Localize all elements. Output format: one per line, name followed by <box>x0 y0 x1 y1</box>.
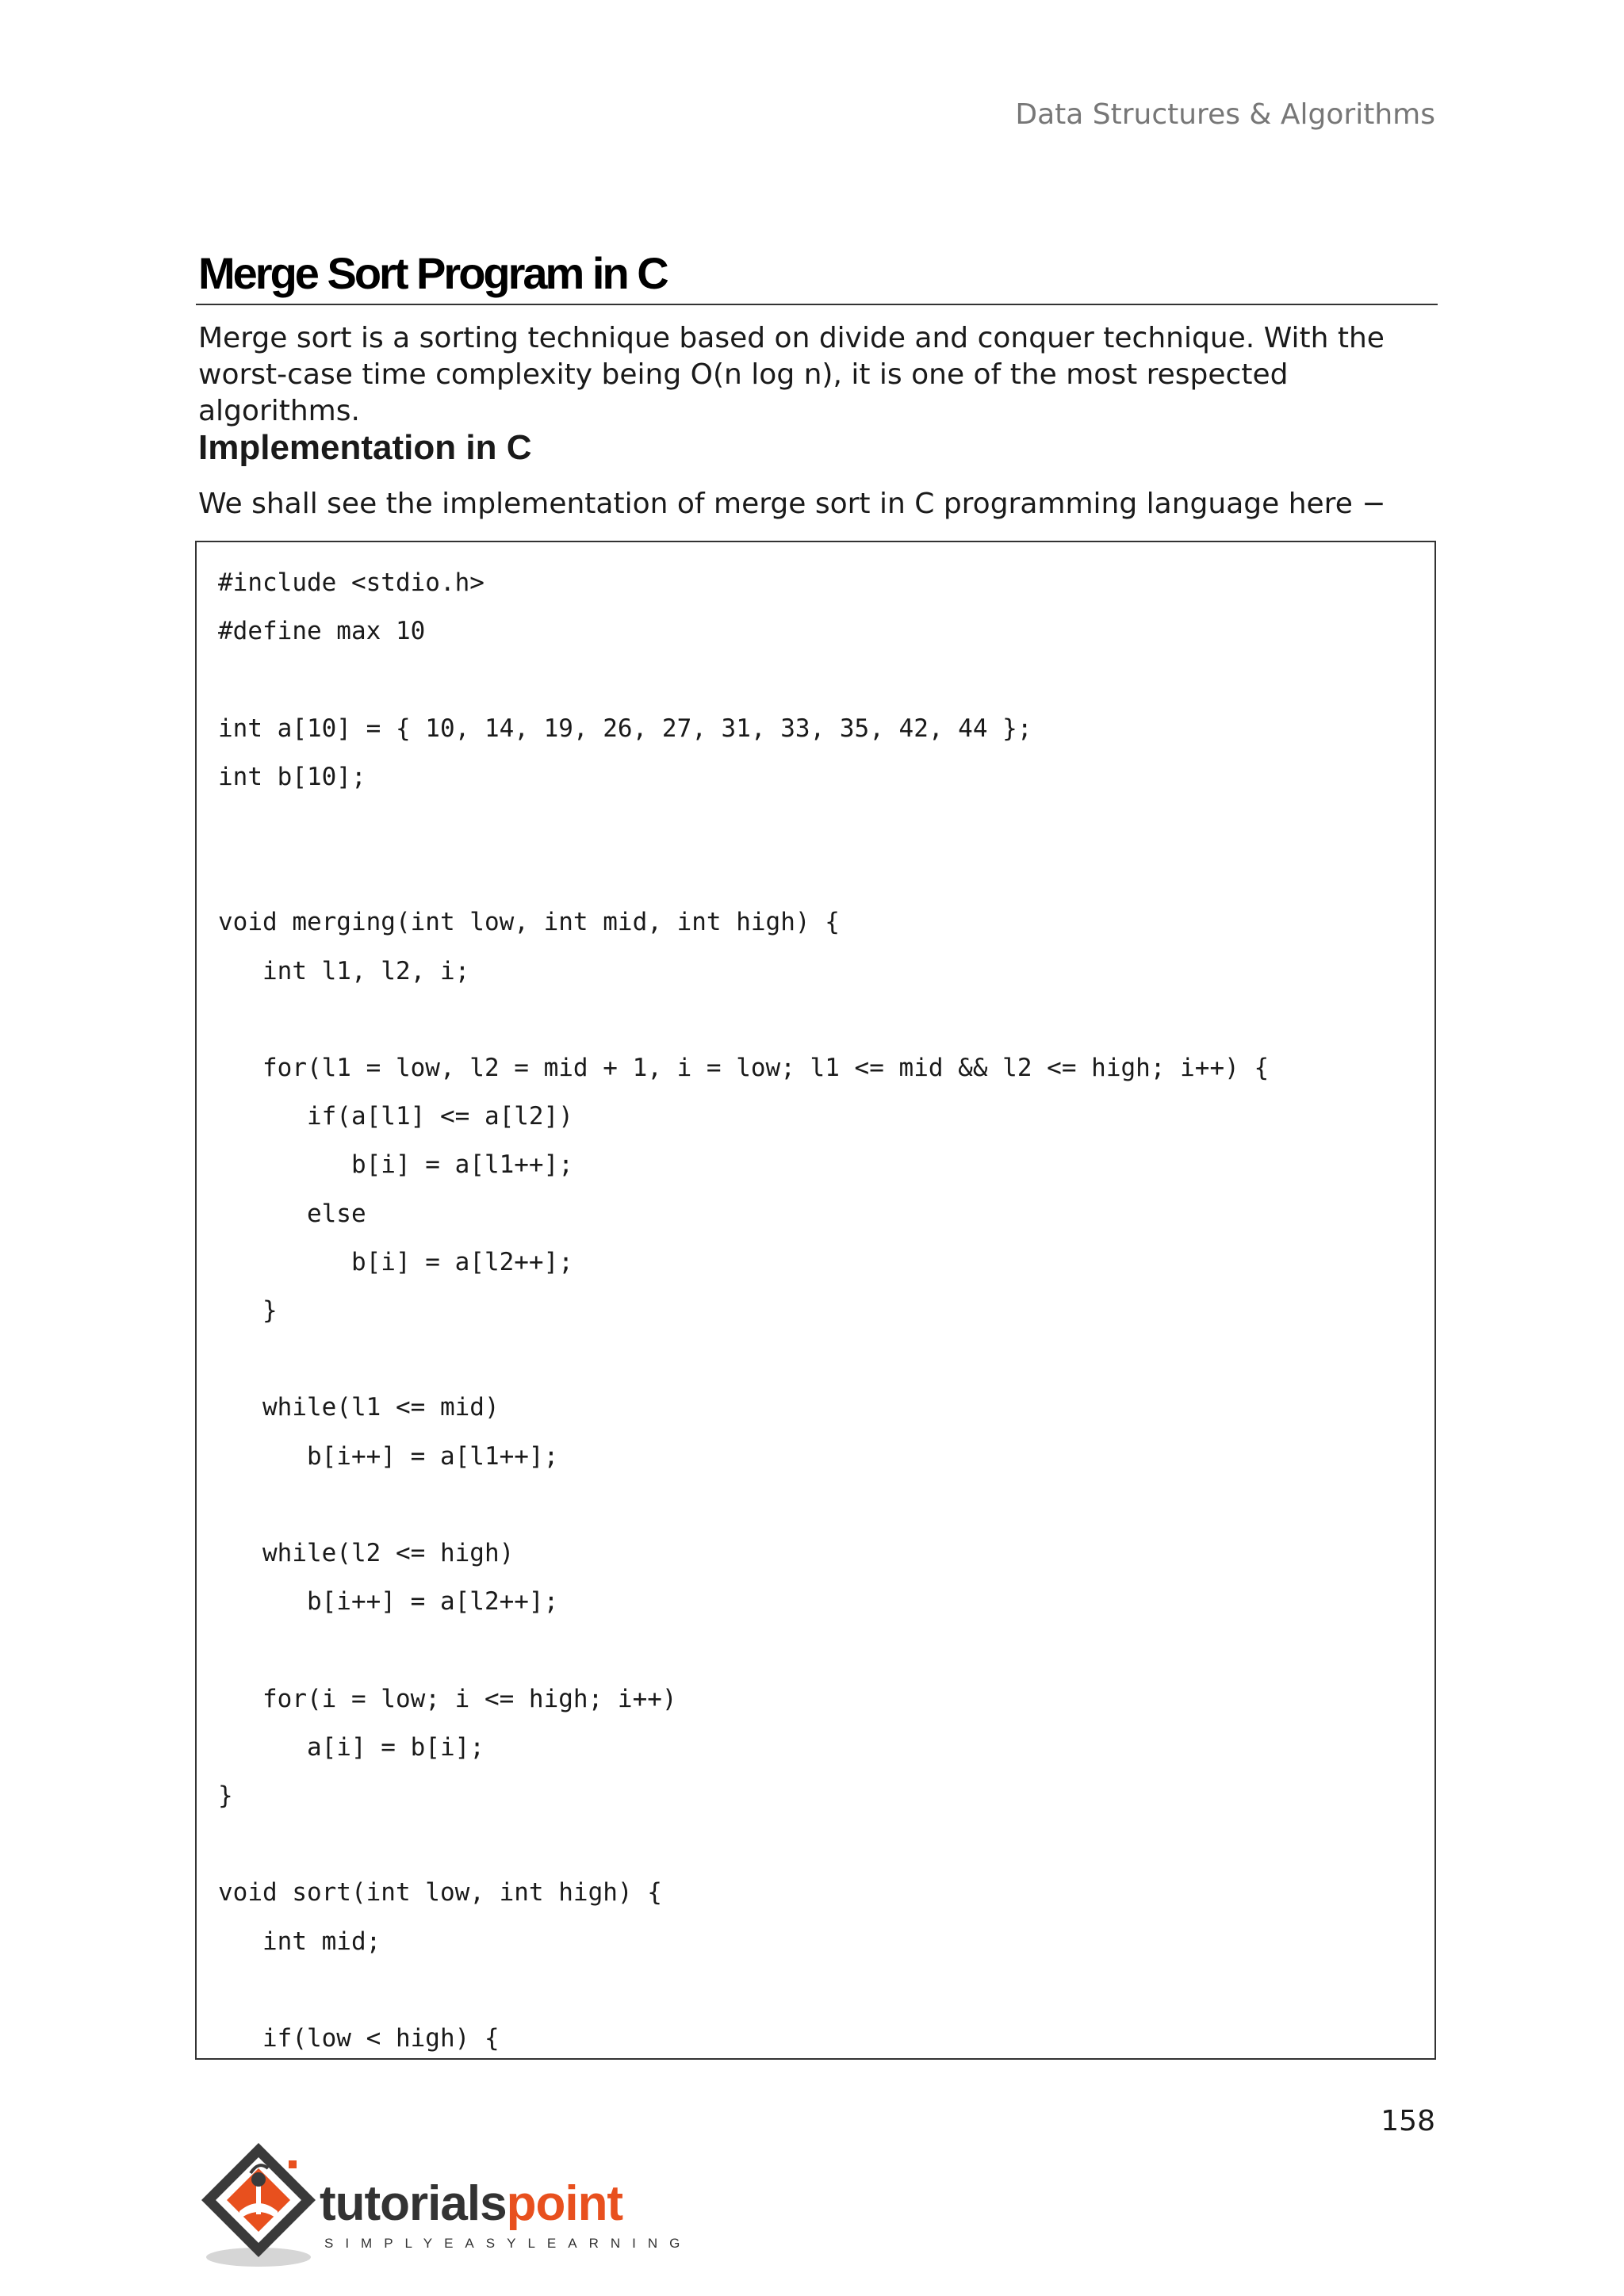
running-header: Data Structures & Algorithms <box>1015 98 1435 131</box>
logo-wordmark-point: point <box>506 2176 623 2231</box>
logo-wordmark-tutorials: tutorials <box>320 2176 507 2231</box>
code-block <box>195 541 1436 2060</box>
logo-tagline: SIMPLYEASYLEARNING <box>324 2236 692 2251</box>
logo-wordmark <box>320 2176 623 2231</box>
tutorialspoint-logo <box>195 2137 692 2271</box>
code-listing: #include <stdio.h> #define max 10 int a[10] = { 10, 14, 19, 26, 27, 31, 33, 35, 42, 44 }; int b[10]; void merging(int low, int mid, int high) { int l1, l2, i; for(l1 = low, l2 = mid + 1, i = low; l1 <= mid && l2 <= high; i++) { if(a[l1] <= a[l2]) b[i] = a[l1++]; else b[i] = a[l2++]; } while(l1 <= mid) b[i++] = a[l1++]; while(l2 <= high) b[i++] = a[l2++]; for(i = low; i <= high; i++) a[i] = b[i]; } void sort(int low, int high) { int mid; if(low < high) { <box>218 568 1270 2053</box>
page-number: 158 <box>1381 2105 1435 2137</box>
section-title: Merge Sort Program in C <box>198 248 667 298</box>
subheading-implementation: Implementation in C <box>198 428 532 467</box>
title-divider <box>196 304 1438 305</box>
intro-paragraph: Merge sort is a sorting technique based on divide and conquer technique. With the worst-case time complexity being O(n log n), it is one of the most respected algorithms. <box>198 322 1385 427</box>
logo-emblem-icon <box>195 2137 330 2271</box>
lead-paragraph: We shall see the implementation of merge sort in C programming language here − <box>198 488 1386 520</box>
